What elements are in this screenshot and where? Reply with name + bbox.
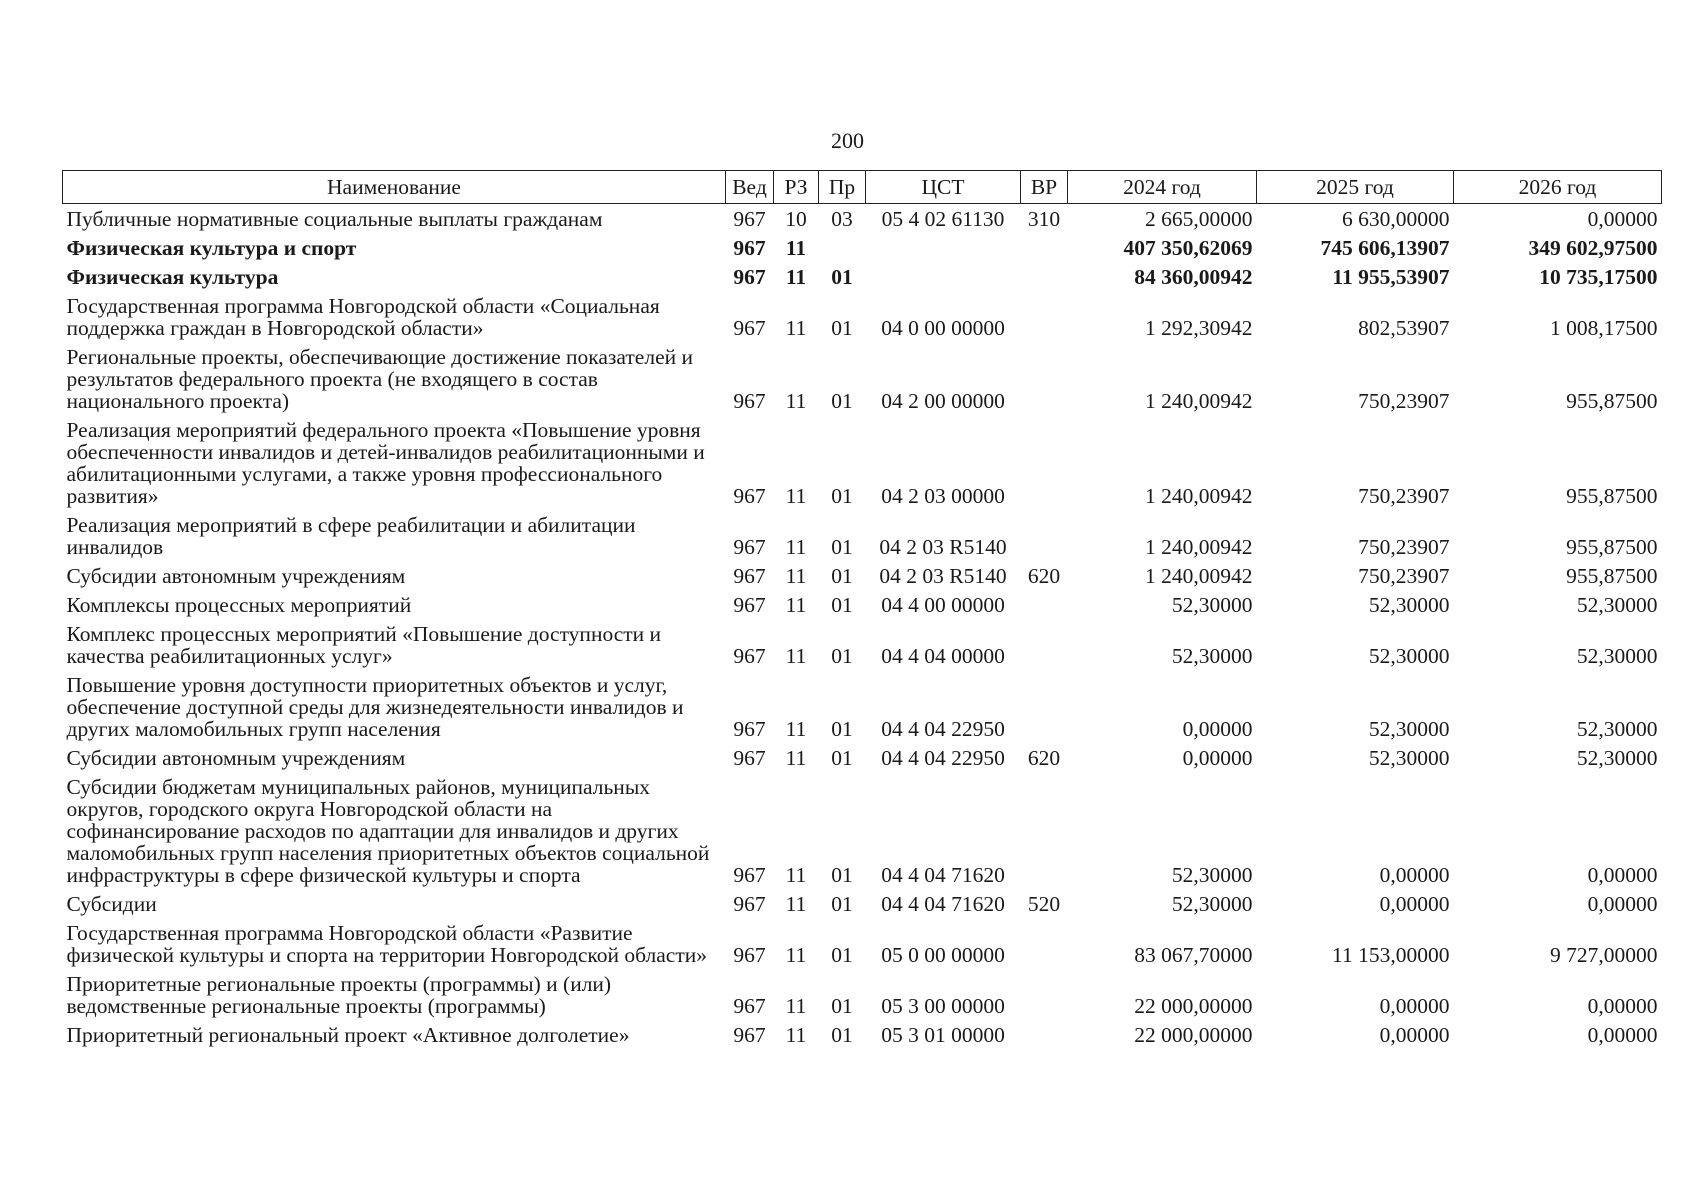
cell-ved: 967 [733, 943, 766, 967]
cell-cst: 05 3 01 00000 [881, 1023, 1005, 1047]
table-body [63, 204, 1662, 1050]
cell-2025: 52,30000 [1368, 746, 1450, 770]
cell-rz: 11 [785, 535, 807, 559]
cell-name: Реализация мероприятий в сфере реабилитации и абилитации инвалидов [66, 513, 636, 559]
table-row [63, 918, 1662, 969]
cell-2024: 0,00000 [1182, 717, 1253, 741]
cell-2024: 52,30000 [1171, 863, 1253, 887]
cell-ved: 967 [733, 389, 766, 413]
cell-cst: 04 4 00 00000 [881, 593, 1005, 617]
header-rz: РЗ [774, 171, 819, 204]
table-row [63, 619, 1662, 670]
cell-2025: 750,23907 [1358, 535, 1450, 559]
cell-2024: 0,00000 [1182, 746, 1253, 770]
cell-vr [1021, 291, 1068, 342]
cell-rz: 11 [785, 644, 807, 668]
cell-ved: 967 [733, 535, 766, 559]
cell-vr [1021, 415, 1068, 510]
header-2026: 2026 год [1454, 171, 1662, 204]
cell-pr: 01 [831, 564, 853, 588]
cell-name: Повышение уровня доступности приоритетных объектов и услуг, обеспечение доступной среды для жизнедеятельности инвалидов и других маломобильных групп населения [66, 673, 684, 741]
cell-rz: 11 [785, 994, 807, 1018]
cell-vr [1021, 590, 1068, 619]
cell-name: Публичные нормативные социальные выплаты гражданам [66, 207, 603, 231]
cell-2025: 0,00000 [1379, 1023, 1450, 1047]
cell-2024: 407 350,62069 [1123, 236, 1253, 260]
table-row [63, 969, 1662, 1020]
cell-cst: 05 0 00 00000 [881, 943, 1005, 967]
cell-2026: 349 602,97500 [1528, 236, 1658, 260]
cell-rz: 11 [785, 943, 807, 967]
cell-ved: 967 [733, 717, 766, 741]
cell-2026: 0,00000 [1587, 892, 1658, 916]
cell-2026: 0,00000 [1587, 1023, 1658, 1047]
cell-vr [1021, 510, 1068, 561]
cell-2024: 1 240,00942 [1145, 484, 1253, 508]
table-row [63, 670, 1662, 743]
cell-2024: 1 240,00942 [1145, 564, 1253, 588]
cell-cst: 04 2 03 R5140 [879, 564, 1007, 588]
cell-2026: 0,00000 [1587, 994, 1658, 1018]
cell-pr: 01 [831, 265, 853, 289]
cell-vr: 310 [1027, 207, 1061, 231]
cell-name: Реализация мероприятий федерального проекта «Повышение уровня обеспеченности инвалидов и детей-инвалидов реабилитационными и абилитационными услугами, а также уровня профессионального развития» [66, 418, 705, 508]
cell-2026: 9 727,00000 [1550, 943, 1658, 967]
cell-cst: 04 2 03 00000 [881, 484, 1005, 508]
cell-ved: 967 [733, 316, 766, 340]
cell-2025: 6 630,00000 [1342, 207, 1450, 231]
cell-rz: 11 [785, 389, 807, 413]
cell-2024: 83 067,70000 [1134, 943, 1253, 967]
cell-ved: 967 [733, 644, 766, 668]
page-number: 200 [831, 128, 864, 153]
cell-name: Приоритетные региональные проекты (программы) и (или) ведомственные региональные проекты (программы) [66, 972, 612, 1018]
cell-ved: 967 [733, 207, 766, 231]
cell-rz: 11 [785, 1023, 807, 1047]
cell-name: Комплексы процессных мероприятий [66, 593, 412, 617]
cell-pr: 01 [831, 644, 853, 668]
cell-rz: 11 [785, 316, 807, 340]
cell-2026: 52,30000 [1576, 644, 1658, 668]
cell-2026: 0,00000 [1587, 207, 1658, 231]
cell-cst: 05 3 00 00000 [881, 994, 1005, 1018]
cell-2024: 52,30000 [1171, 644, 1253, 668]
header-row [63, 171, 1662, 204]
cell-2025: 11 955,53907 [1332, 265, 1450, 289]
cell-cst: 04 4 04 22950 [881, 717, 1005, 741]
cell-2026: 52,30000 [1576, 746, 1658, 770]
cell-cst: 04 0 00 00000 [881, 316, 1005, 340]
cell-name: Региональные проекты, обеспечивающие достижение показателей и результатов федерального проекта (не входящего в состав национального проекта) [66, 345, 694, 413]
table-row [63, 590, 1662, 619]
cell-vr: 520 [1027, 892, 1061, 916]
table-row [63, 561, 1662, 590]
cell-rz: 10 [785, 207, 807, 231]
header-2025: 2025 год [1257, 171, 1454, 204]
cell-rz: 11 [785, 717, 807, 741]
cell-ved: 967 [733, 1023, 766, 1047]
cell-2026: 955,87500 [1566, 535, 1658, 559]
cell-2025: 0,00000 [1379, 863, 1450, 887]
table-row [63, 889, 1662, 918]
cell-name: Государственная программа Новгородской области «Развитие физической культуры и спорта на территории Новгородской области» [66, 921, 707, 967]
cell-2024: 1 240,00942 [1145, 535, 1253, 559]
cell-2026: 52,30000 [1576, 593, 1658, 617]
cell-vr: 620 [1027, 564, 1061, 588]
cell-cst: 04 4 04 71620 [881, 892, 1005, 916]
cell-pr: 01 [831, 863, 853, 887]
cell-pr: 01 [831, 994, 853, 1018]
cell-pr: 01 [831, 1023, 853, 1047]
cell-rz: 11 [785, 564, 807, 588]
header-cst: ЦСТ [866, 171, 1021, 204]
header-pr: Пр [819, 171, 866, 204]
budget-table [62, 170, 1662, 1049]
cell-pr: 01 [831, 746, 853, 770]
table-row [63, 772, 1662, 889]
cell-pr: 01 [831, 535, 853, 559]
table-row [63, 291, 1662, 342]
cell-cst: 04 4 04 22950 [881, 746, 1005, 770]
cell-name: Приоритетный региональный проект «Активное долголетие» [66, 1023, 630, 1047]
cell-2025: 52,30000 [1368, 717, 1450, 741]
cell-vr [1021, 969, 1068, 1020]
cell-2026: 0,00000 [1587, 863, 1658, 887]
cell-vr [1021, 670, 1068, 743]
cell-cst: 05 4 02 61130 [881, 207, 1005, 231]
cell-pr: 01 [831, 316, 853, 340]
cell-2026: 955,87500 [1566, 484, 1658, 508]
cell-rz: 11 [785, 484, 807, 508]
cell-cst [866, 262, 1021, 291]
cell-rz: 11 [785, 863, 807, 887]
cell-rz: 11 [785, 892, 807, 916]
cell-rz: 11 [785, 593, 807, 617]
cell-2026: 52,30000 [1576, 717, 1658, 741]
header-ved: Вед [726, 171, 774, 204]
table-row [63, 1020, 1662, 1049]
table-row [63, 743, 1662, 772]
cell-2025: 750,23907 [1358, 484, 1450, 508]
cell-2024: 84 360,00942 [1134, 265, 1253, 289]
cell-pr: 01 [831, 943, 853, 967]
cell-name: Субсидии автономным учреждениям [66, 746, 406, 770]
cell-vr [1021, 619, 1068, 670]
cell-2026: 955,87500 [1566, 564, 1658, 588]
cell-pr: 01 [831, 389, 853, 413]
cell-ved: 967 [733, 236, 766, 260]
cell-vr [1021, 918, 1068, 969]
cell-name: Физическая культура [66, 265, 279, 289]
cell-pr: 01 [831, 892, 853, 916]
cell-2026: 10 735,17500 [1539, 265, 1658, 289]
cell-2025: 52,30000 [1368, 644, 1450, 668]
table-row [63, 262, 1662, 291]
cell-cst [866, 233, 1021, 262]
cell-2024: 22 000,00000 [1134, 1023, 1253, 1047]
table-row [63, 233, 1662, 262]
table-row [63, 510, 1662, 561]
cell-2025: 0,00000 [1379, 892, 1450, 916]
cell-name: Субсидии [66, 892, 157, 916]
cell-vr: 620 [1027, 746, 1061, 770]
cell-name: Физическая культура и спорт [66, 236, 357, 260]
cell-2025: 0,00000 [1379, 994, 1450, 1018]
cell-2025: 802,53907 [1358, 316, 1450, 340]
cell-2024: 52,30000 [1171, 892, 1253, 916]
cell-ved: 967 [733, 564, 766, 588]
cell-vr [1021, 233, 1068, 262]
cell-pr [819, 233, 866, 262]
cell-vr [1021, 342, 1068, 415]
cell-pr: 01 [831, 593, 853, 617]
table-row [63, 342, 1662, 415]
cell-2024: 2 665,00000 [1145, 207, 1253, 231]
cell-name: Государственная программа Новгородской области «Социальная поддержка граждан в Новгородской области» [66, 294, 660, 340]
cell-ved: 967 [733, 484, 766, 508]
cell-vr [1021, 262, 1068, 291]
header-2024: 2024 год [1068, 171, 1257, 204]
table-row [63, 204, 1662, 234]
cell-rz: 11 [785, 746, 807, 770]
cell-cst: 04 4 04 00000 [881, 644, 1005, 668]
cell-name: Субсидии бюджетам муниципальных районов, муниципальных округов, городского округа Новгородской области на софинансирование расходов по адаптации для инвалидов и других маломобильных групп населения приоритетных объектов социальной инфраструктуры в сфере физической культуры и спорта [66, 775, 710, 887]
cell-2024: 22 000,00000 [1134, 994, 1253, 1018]
cell-2026: 955,87500 [1566, 389, 1658, 413]
cell-2024: 1 240,00942 [1145, 389, 1253, 413]
cell-ved: 967 [733, 892, 766, 916]
cell-cst: 04 2 00 00000 [881, 389, 1005, 413]
cell-ved: 967 [733, 746, 766, 770]
cell-2024: 52,30000 [1171, 593, 1253, 617]
cell-2025: 750,23907 [1358, 564, 1450, 588]
cell-ved: 967 [733, 593, 766, 617]
cell-name: Субсидии автономным учреждениям [66, 564, 406, 588]
cell-pr: 01 [831, 484, 853, 508]
cell-ved: 967 [733, 265, 766, 289]
cell-rz: 11 [785, 265, 807, 289]
header-name: Наименование [63, 171, 726, 204]
cell-vr [1021, 1020, 1068, 1049]
cell-pr: 03 [831, 207, 853, 231]
cell-pr: 01 [831, 717, 853, 741]
cell-2025: 745 606,13907 [1320, 236, 1450, 260]
cell-cst: 04 4 04 71620 [881, 863, 1005, 887]
cell-2025: 52,30000 [1368, 593, 1450, 617]
cell-2026: 1 008,17500 [1550, 316, 1658, 340]
header-vr: ВР [1021, 171, 1068, 204]
table-row [63, 415, 1662, 510]
cell-cst: 04 2 03 R5140 [879, 535, 1007, 559]
cell-ved: 967 [733, 863, 766, 887]
cell-ved: 967 [733, 994, 766, 1018]
cell-name: Комплекс процессных мероприятий «Повышение доступности и качества реабилитационных услуг» [66, 622, 662, 668]
cell-2025: 750,23907 [1358, 389, 1450, 413]
cell-vr [1021, 772, 1068, 889]
cell-2024: 1 292,30942 [1145, 316, 1253, 340]
cell-rz: 11 [785, 236, 807, 260]
cell-2025: 11 153,00000 [1332, 943, 1450, 967]
